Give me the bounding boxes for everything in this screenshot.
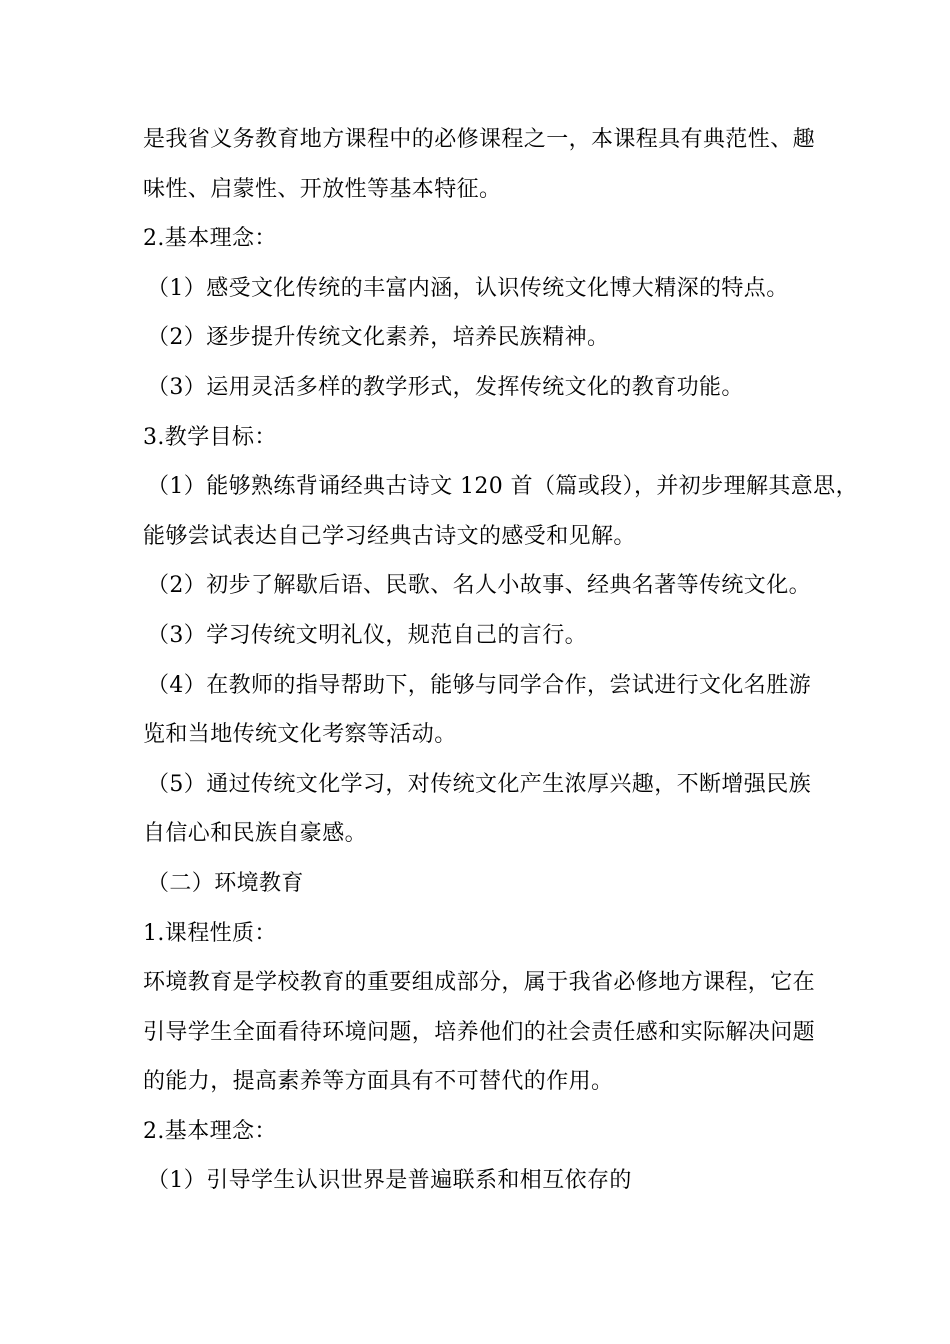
list-item: （1）能够熟练背诵经典古诗文 120 首（篇或段），并初步理解其意思， xyxy=(147,474,858,500)
list-item: （3）运用灵活多样的教学形式，发挥传统文化的教育功能。 xyxy=(147,374,744,400)
section-heading: 2.基本理念： xyxy=(143,1118,277,1144)
document-body xyxy=(143,115,858,1206)
list-item: （5）通过传统文化学习，对传统文化产生浓厚兴趣，不断增强民族 xyxy=(147,771,811,797)
list-item: （2）初步了解歇后语、民歌、名人小故事、经典名著等传统文化。 xyxy=(147,573,811,599)
list-item: （1）感受文化传统的丰富内涵，认识传统文化博大精深的特点。 xyxy=(147,275,789,301)
section-heading: 3.教学目标： xyxy=(143,424,277,450)
text-line: 的能力，提高素养等方面具有不可替代的作用。 xyxy=(143,1069,614,1095)
section-heading: 1.课程性质： xyxy=(143,920,277,946)
text-line: 能够尝试表达自己学习经典古诗文的感受和见解。 xyxy=(143,523,636,549)
text-line: 引导学生全面看待环境问题，培养他们的社会责任感和实际解决问题 xyxy=(143,1019,816,1045)
section-heading: （二）环境教育 xyxy=(147,870,304,896)
text-line: 是我省义务教育地方课程中的必修课程之一，本课程具有典范性、趣 xyxy=(143,127,816,152)
list-item: （4）在教师的指导帮助下，能够与同学合作，尝试进行文化名胜游 xyxy=(147,672,811,698)
text-line: 环境教育是学校教育的重要组成部分，属于我省必修地方课程，它在 xyxy=(143,970,816,996)
text-line: 览和当地传统文化考察等活动。 xyxy=(143,722,457,748)
text-line: 味性、启蒙性、开放性等基本特征。 xyxy=(143,176,502,202)
text-line: 自信心和民族自豪感。 xyxy=(143,821,368,847)
section-heading: 2.基本理念： xyxy=(143,226,277,252)
list-item: （1）引导学生认识世界是普遍联系和相互依存的 xyxy=(147,1168,632,1194)
list-item: （2）逐步提升传统文化素养，培养民族精神。 xyxy=(147,325,610,351)
list-item: （3）学习传统文明礼仪，规范自己的言行。 xyxy=(147,622,587,648)
